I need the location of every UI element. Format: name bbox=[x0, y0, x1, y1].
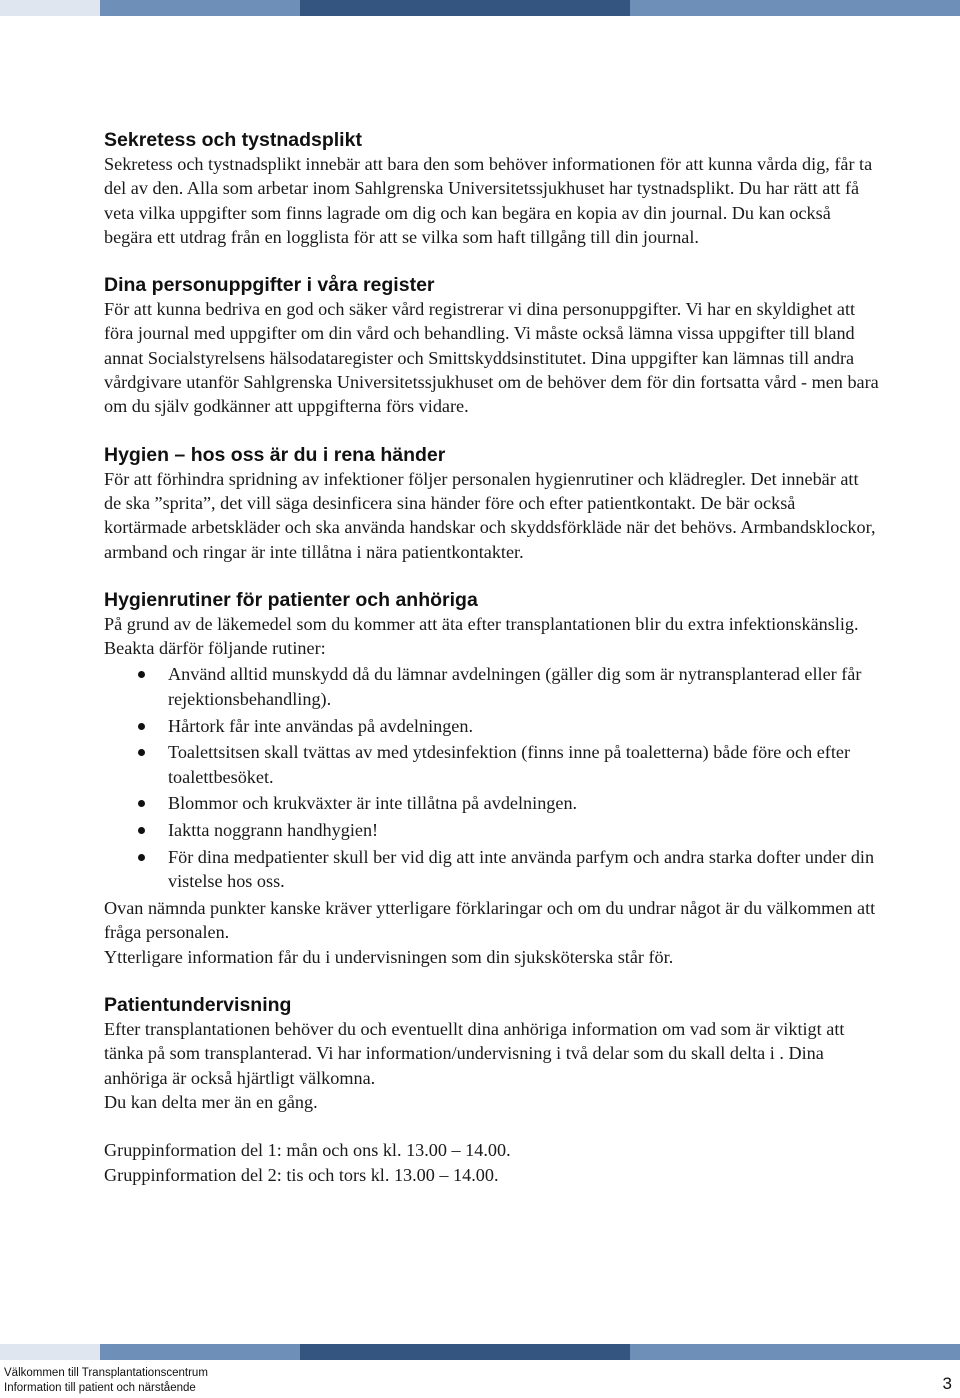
group-info-2: Gruppinformation del 2: tis och tors kl. 13.00 – 14.00. bbox=[104, 1164, 499, 1185]
section-heading: Hygienrutiner för patienter och anhöriga bbox=[104, 588, 478, 611]
header-band bbox=[0, 0, 960, 16]
bullet-icon bbox=[138, 749, 145, 756]
section-heading: Patientundervisning bbox=[104, 994, 292, 1017]
list-item-text: Använd alltid munskydd då du lämnar avdelningen (gäller dig som är nytransplanterad eller får rejektionsbehandling). bbox=[168, 664, 862, 709]
band-segment bbox=[0, 0, 100, 16]
section-personal-data bbox=[104, 273, 879, 418]
closing-paragraph: Ytterligare information får du i undervisningen som din sjuksköterska står för. bbox=[104, 946, 674, 967]
band-segment bbox=[630, 0, 960, 16]
footer-subtitle: Information till patient och närstående bbox=[4, 1382, 196, 1394]
section-confidentiality bbox=[104, 128, 879, 249]
list-item-text: Blommor och krukväxter är inte tillåtna på avdelningen. bbox=[168, 793, 578, 814]
group-info-1: Gruppinformation del 1: mån och ons kl. 13.00 – 14.00. bbox=[104, 1140, 511, 1161]
section-hygiene bbox=[104, 443, 879, 564]
section-paragraph: För att kunna bedriva en god och säker vård registrerar vi dina personuppgifter. Vi har en skyldighet att föra journal med uppgifter om din vård och behandling. Vi måste också lämna vissa uppgifter till bland annat Socialstyrelsens hälsodataregister och Smittskyddsinstitutet. Dina uppgifter kan lämnas till andra vårdgivare utanför Sahlgrenska Universitetssjukhuset om de behöver dem för din fortsatta vård - men bara om du själv godkänner att uppgifterna förs vidare. bbox=[104, 299, 879, 417]
list-item bbox=[104, 791, 879, 815]
list-item-text: Hårtork får inte användas på avdelningen. bbox=[168, 715, 474, 736]
list-item-text: För dina medpatienter skull ber vid dig att inte använda parfym och andra starka dofter under din vistelse hos oss. bbox=[168, 847, 875, 892]
section-paragraph: För att förhindra spridning av infektioner följer personalen hygienrutiner och klädregler. Det innebär att de ska ”sprita”, det vill säga desinficera sina händer före och efter patientkontakt. De bär också kortärmade arbetskläder och ska använda handskar och skyddsförkläde när det behövs. Armbandsklockor, armband och ringar är inte tillåtna i nära patientkontakter. bbox=[104, 468, 876, 562]
band-segment bbox=[300, 0, 630, 16]
footer-title: Välkommen till Transplantationscentrum bbox=[4, 1367, 208, 1379]
closing-paragraph: Ovan nämnda punkter kanske kräver ytterligare förklaringar och om du undrar något är du välkommen att fråga personalen. bbox=[104, 898, 876, 943]
list-item bbox=[104, 845, 879, 894]
list-item bbox=[104, 740, 879, 789]
band-segment bbox=[0, 1344, 100, 1360]
band-segment bbox=[300, 1344, 630, 1360]
list-item bbox=[104, 714, 879, 738]
bullet-icon bbox=[138, 723, 145, 730]
footer-text bbox=[4, 1366, 208, 1396]
bullet-icon bbox=[138, 671, 145, 678]
bullet-icon bbox=[138, 800, 145, 807]
section-intro: På grund av de läkemedel som du kommer att äta efter transplantationen blir du extra infektionskänslig. Beakta därför följande rutiner: bbox=[104, 613, 859, 659]
section-heading: Sekretess och tystnadsplikt bbox=[104, 129, 362, 151]
section-hygiene-routines bbox=[104, 588, 879, 969]
bullet-icon bbox=[138, 827, 145, 834]
spacer bbox=[104, 1114, 879, 1138]
band-segment bbox=[630, 1344, 960, 1360]
section-education bbox=[104, 993, 879, 1187]
list-item-text: Iaktta noggrann handhygien! bbox=[168, 820, 379, 841]
routine-list bbox=[104, 662, 879, 893]
band-segment bbox=[100, 1344, 300, 1360]
list-item-text: Toalettsitsen skall tvättas av med ytdesinfektion (finns inne på toaletterna) både före och efter toalettbesöket. bbox=[168, 742, 851, 787]
list-item bbox=[104, 662, 879, 711]
page-number: 3 bbox=[942, 1374, 952, 1393]
footer-band bbox=[0, 1344, 960, 1360]
section-paragraph: Efter transplantationen behöver du och eventuellt dina anhöriga information om vad som är viktigt att tänka på som transplanterad. Vi har information/undervisning i två delar som du skall delta i . Dina anhöriga är också hjärtligt välkomna. bbox=[104, 1019, 845, 1088]
band-segment bbox=[100, 0, 300, 16]
section-heading: Dina personuppgifter i våra register bbox=[104, 274, 435, 297]
section-paragraph: Sekretess och tystnadsplikt innebär att bara den som behöver informationen för att kunna vårda dig, får ta del av den. Alla som arbetar inom Sahlgrenska Universitetssjukhuset har tystnadsplikt. Du har rätt att få veta vilka uppgifter som finns lagrade om dig och kan begära en kopia av din journal. Du kan också begära ett utdrag från en logglista för att se vilka som haft tillgång till din journal. bbox=[104, 154, 873, 247]
document-body bbox=[104, 128, 879, 1211]
section-line: Du kan delta mer än en gång. bbox=[104, 1091, 318, 1112]
bullet-icon bbox=[138, 854, 145, 861]
list-item bbox=[104, 818, 879, 842]
section-heading: Hygien – hos oss är du i rena händer bbox=[104, 443, 446, 466]
